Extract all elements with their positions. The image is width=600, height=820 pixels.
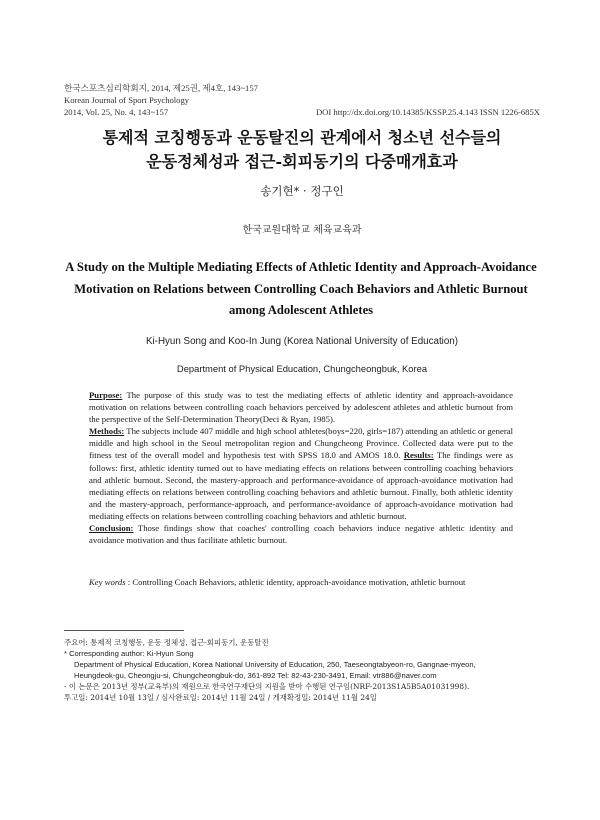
- methods-label: Methods:: [89, 426, 125, 437]
- funding-note: - 이 논문은 2013년 정부(교육부)의 재원으로 한국연구재단의 지원을 받아 수행된 연구임(NRF-2013S1A5B5A01031998).: [64, 682, 470, 691]
- footnotes: [64, 637, 544, 703]
- authors-korean: 송기현* · 정구인: [260, 184, 344, 198]
- keywords-korean: 주요어: 통제적 코칭행동, 운동 정체성, 접근-회피동기, 운동탈진: [64, 638, 269, 647]
- authors-english: Ki-Hyun Song and Koo-In Jung (Korea National University of Education): [145, 336, 459, 347]
- affiliation-korean: 한국교원대학교 체육교육과: [242, 225, 362, 236]
- title-english: [56, 257, 546, 322]
- department-english: Department of Physical Education, Chungcheongbuk, Korea: [176, 363, 428, 374]
- author-address-line1: Department of Physical Education, Korea National University of Education, 250, Taeseongtabyeon-ro, Gangnae-myeon,: [74, 660, 476, 669]
- journal-meta-row: [64, 106, 540, 118]
- title-english-line3: among Adolescent Athletes: [228, 303, 374, 317]
- results-label: Results:: [403, 450, 434, 461]
- methods-text: The subjects include 407 middle and high school athletes(boys=220, girls=187) attending an athletic or general middle and high school in the Seoul metropolitan region and Chungcheong Province. Collected data were put to the fitness test of the overall model and hypothesis test with SPSS 18.0 and AMOS 18.0.: [89, 426, 513, 461]
- keywords-text: : Controlling Coach Behaviors, athletic identity, approach-avoidance motivation, athletic burnout: [125, 577, 466, 587]
- title-english-line1: A Study on the Multiple Mediating Effects of Athletic Identity and Approach-Avoidance: [65, 260, 537, 274]
- purpose-text: The purpose of this study was to test the mediating effects of athletic identity and approach-avoidance motivation on relations between controlling coach behaviors perceived by adolescent athletes and athletic burnout from the perspective of the Self-Determination Theory(Deci & Ryan, 1985).: [89, 390, 513, 425]
- doi-issn: DOI http://dx.doi.org/10.14385/KSSP.25.4.143 ISSN 1226-685X: [315, 107, 540, 117]
- journal-name-en: Korean Journal of Sport Psychology: [64, 95, 190, 105]
- corresponding-author: * Corresponding author: Ki-Hyun Song: [64, 649, 194, 658]
- purpose-label: Purpose:: [89, 390, 123, 400]
- title-korean-line1: 통제적 코칭행동과 운동탈진의 관계에서 청소년 선수들의: [102, 128, 502, 147]
- abstract: [89, 389, 513, 546]
- submission-dates: 투고일: 2014년 10월 13일 / 심사완료일: 2014년 11월 24일 / 게재확정일: 2014년 11월 24일: [64, 693, 377, 702]
- volume-info: 2014, Vol. 25, No. 4, 143~157: [64, 107, 169, 117]
- journal-name-ko: 한국스포츠심리학회지, 2014, 제25권, 제4호, 143~157: [64, 83, 258, 93]
- title-english-line2: Motivation on Relations between Controlling Coach Behaviors and Athletic Burnout: [74, 281, 528, 296]
- keywords: [89, 577, 529, 587]
- conclusion-text: Those findings show that coaches' controlling coach behaviors induce negative athletic identity and avoidance motivation and thus facilitate athletic burnout.: [89, 523, 513, 546]
- conclusion-label: Conclusion:: [89, 523, 134, 534]
- title-korean-line2: 운동정체성과 접근-회피동기의 다중매개효과: [146, 152, 458, 171]
- keywords-label: Key words: [89, 577, 126, 587]
- journal-header: [64, 82, 540, 118]
- footnote-divider: [64, 630, 184, 631]
- author-address-line2: Heungdeok-gu, Cheongju-si, Chungcheongbuk-do, 361-892 Tel: 82-43-230-3491, Email: vtr886@naver.com: [74, 671, 437, 680]
- results-text: The findings were as follows: first, athletic identity turned out to have mediating effects on relations between controlling coaching behaviors and athletic burnout. Second, the mastery-approach and performance-avoidance of approach-avoidance motivation had mediating effects on relations between controlling coaching behaviors and athletic burnout. Finally, both athletic identity and the mastery-approach, performance-approach, and performance-avoidance of approach-avoidance motivation had mediating effects on relations between controlling coaching behaviors and athletic burnout.: [89, 450, 513, 521]
- title-korean: [64, 126, 540, 174]
